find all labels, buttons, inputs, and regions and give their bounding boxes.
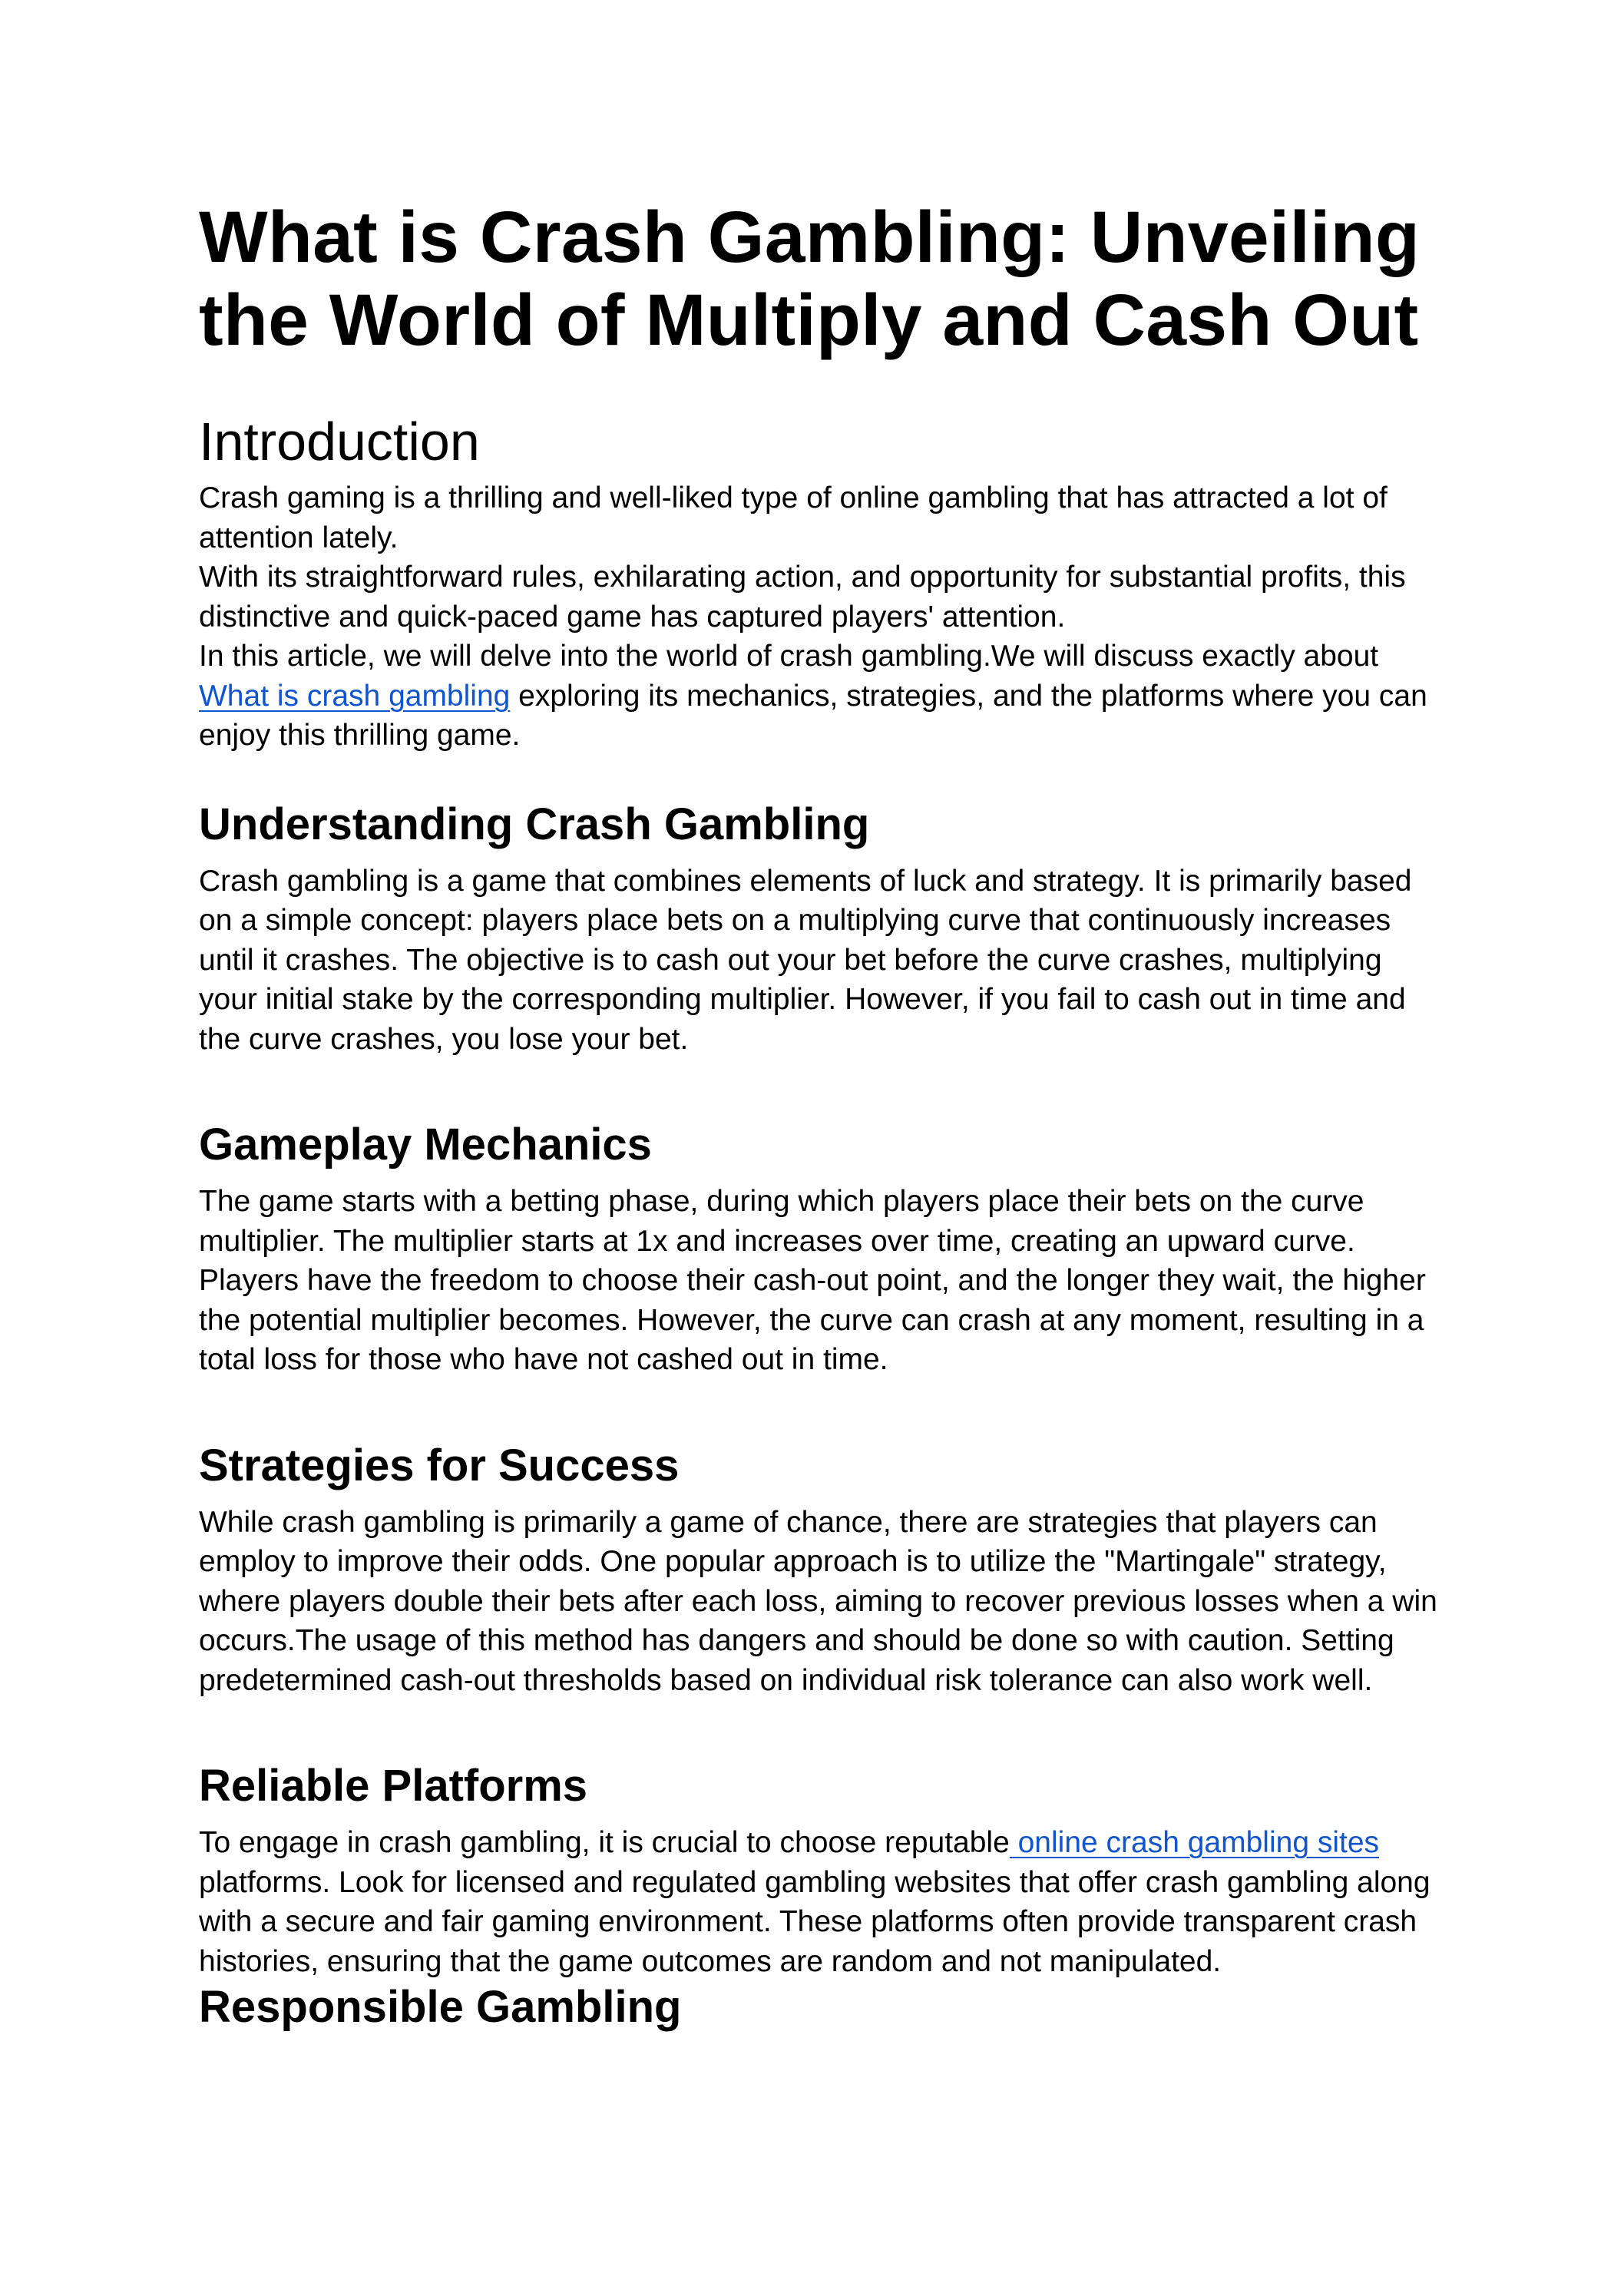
online-crash-gambling-sites-link[interactable]: online crash gambling sites bbox=[1009, 1826, 1380, 1859]
understanding-heading: Understanding Crash Gambling bbox=[199, 799, 870, 849]
introduction-body bbox=[199, 478, 1447, 756]
document-page bbox=[199, 196, 1447, 2033]
introduction-text-after-link: exploring its mechanics, strategies, and the platforms where you can enjoy this thrilling game. bbox=[199, 679, 1427, 752]
document-title: What is Crash Gambling: Unveiling the World of Multiply and Cash Out bbox=[199, 197, 1421, 361]
responsible-heading: Responsible Gambling bbox=[199, 1982, 682, 2032]
platforms-text-before-link: To engage in crash gambling, it is crucial to choose reputable bbox=[199, 1826, 1010, 1859]
strategies-heading: Strategies for Success bbox=[199, 1440, 680, 1490]
platforms-body bbox=[199, 1823, 1447, 1981]
gameplay-heading: Gameplay Mechanics bbox=[199, 1120, 652, 1170]
strategies-body: While crash gambling is primarily a game of chance, there are strategies that players can employ to improve their odds. One popular approach is to utilize the "Martingale" strategy, where players double their bets after each loss, aiming to recover previous losses when a win occurs.The usage of this method has dangers and should be done so with caution. Setting predetermined cash-out thresholds based on individual risk tolerance can also work well. bbox=[199, 1505, 1437, 1697]
introduction-line-3 bbox=[199, 637, 1447, 756]
gameplay-body: The game starts with a betting phase, during which players place their bets on the curve multiplier. The multiplier starts at 1x and increases over time, creating an upward curve. Players have the freedom to choose their cash-out point, and the longer they wait, the higher the potential multiplier becomes. However, the curve can crash at any moment, resulting in a total loss for those who have not cashed out in time. bbox=[199, 1185, 1426, 1376]
understanding-body: Crash gambling is a game that combines elements of luck and strategy. It is primarily based on a simple concept: players place bets on a multiplying curve that continuously increases until it crashes. The objective is to cash out your bet before the curve crashes, multiplying your initial stake by the corresponding multiplier. However, if you fail to cash out in time and the curve crashes, you lose your bet. bbox=[199, 864, 1412, 1056]
introduction-line-1: Crash gaming is a thrilling and well-liked type of online gambling that has attracted a lot of attention lately. bbox=[199, 481, 1388, 554]
introduction-heading: Introduction bbox=[199, 412, 480, 471]
introduction-line-2: With its straightforward rules, exhilarating action, and opportunity for substantial profits, this distinctive and quick-paced game has captured players' attention. bbox=[199, 561, 1406, 634]
platforms-text-after-link: platforms. Look for licensed and regulated gambling websites that offer crash gambling along with a secure and fair gaming environment. These platforms often provide transparent crash histories, ensuring that the game outcomes are random and not manipulated. bbox=[199, 1865, 1431, 1978]
what-is-crash-gambling-link[interactable]: What is crash gambling bbox=[199, 679, 511, 713]
introduction-text-before-link: In this article, we will delve into the world of crash gambling.We will discuss exactly about bbox=[199, 640, 1379, 673]
platforms-heading: Reliable Platforms bbox=[199, 1761, 588, 1811]
